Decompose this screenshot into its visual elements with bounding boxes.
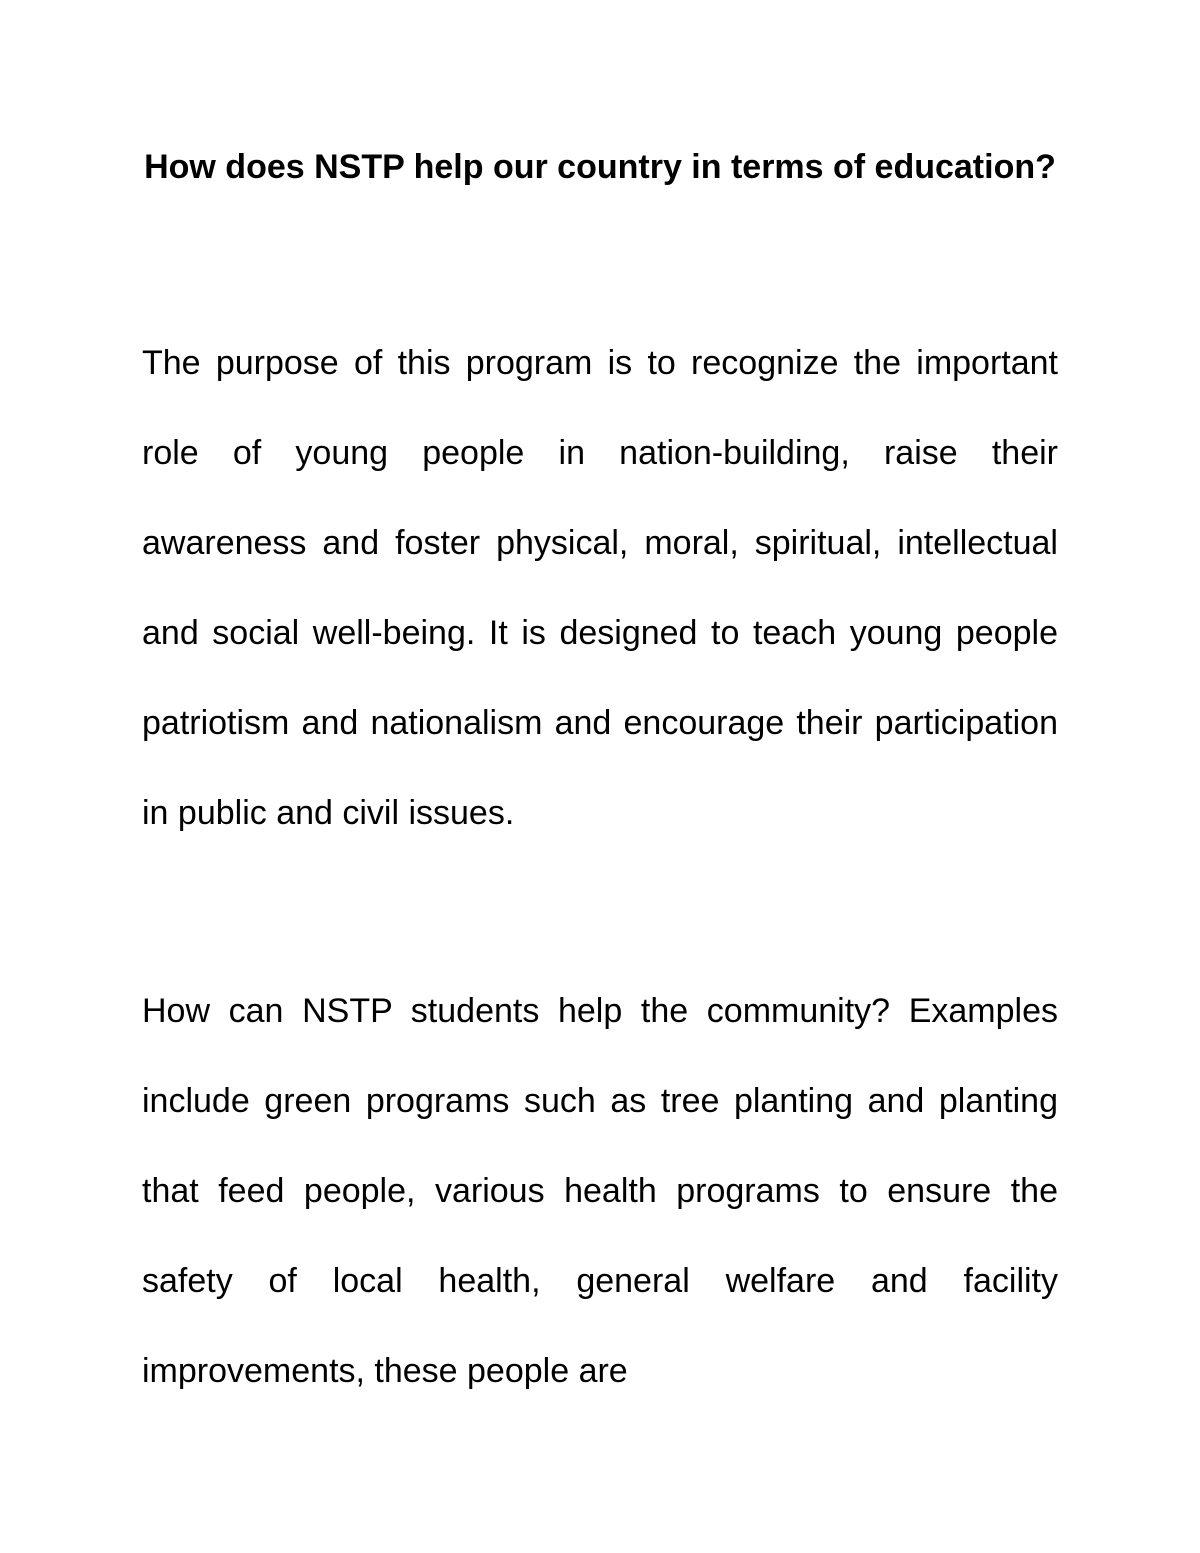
paragraph-community: How can NSTP students help the community? Examples include green programs such as tree planting and planting that feed people, various health programs to ensure the safety of local health, general welfare and facility improvements, these people are xyxy=(142,992,1058,1390)
paragraph-purpose: The purpose of this program is to recognize the important role of young people in nation-building, raise their awareness and foster physical, moral, spiritual, intellectual and social well-being. It is designed to teach young people patriotism and nationalism and encourage their participation in public and civil issues. xyxy=(142,344,1058,832)
document-title: How does NSTP help our country in terms of education? xyxy=(144,148,1056,186)
